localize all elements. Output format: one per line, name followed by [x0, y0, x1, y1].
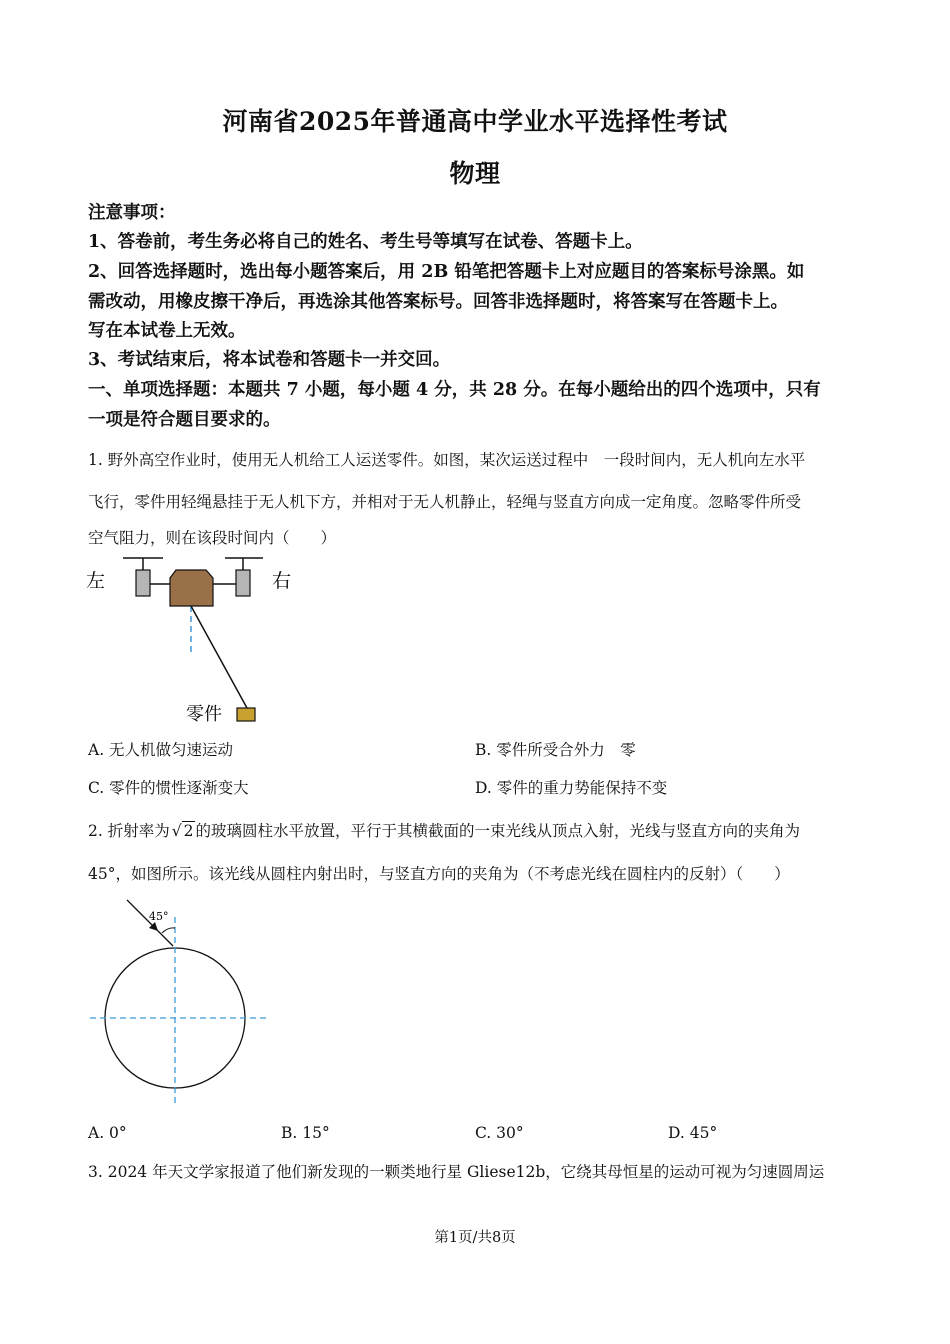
rope	[191, 606, 247, 708]
q2-option-c: C. 30°	[475, 1124, 524, 1142]
sqrt-symbol: √ 2	[171, 822, 194, 840]
left-label: 左	[86, 570, 106, 592]
left-rotor	[136, 570, 150, 596]
right-label: 右	[272, 570, 292, 592]
right-rotor	[236, 570, 250, 596]
q1-option-a: A. 无人机做匀速运动	[88, 741, 234, 759]
q1-text-line: 1. 野外高空作业时，使用无人机给工人运送零件。如图，某次运送过程中 一段时间内，无人机向左水平	[88, 451, 806, 469]
q2-prefix: 2. 折射率为	[88, 822, 170, 840]
q2-text-line	[88, 819, 800, 841]
q1-option-b: B. 零件所受合外力 零	[475, 741, 636, 759]
q3-text-line: 3. 2024 年天文学家报道了他们新发现的一颗类地行星 Gliese12b，它绕其母恒星的运动可视为匀速圆周运	[88, 1163, 825, 1181]
angle-label: 45°	[149, 910, 169, 923]
q1-text-line: 飞行，零件用轻绳悬挂于无人机下方，并相对于无人机静止，轻绳与竖直方向成一定角度。忽略零件所受	[88, 493, 802, 511]
q2-cylinder-figure	[85, 895, 285, 1110]
notes-heading: 注意事项：	[88, 203, 176, 223]
q1-drone-figure	[80, 550, 300, 730]
q1-option-c: C. 零件的惯性逐渐变大	[88, 779, 249, 797]
angle-arc	[162, 928, 175, 933]
note-item: 2、回答选择题时，选出每小题答案后，用 2B 铅笔把答题卡上对应题目的答案标号涂黑。如	[88, 262, 805, 282]
q2-option-d: D. 45°	[668, 1124, 718, 1142]
q1-option-d: D. 零件的重力势能保持不变	[475, 779, 668, 797]
note-item: 1、答卷前，考生务必将自己的姓名、考生号等填写在试卷、答题卡上。	[88, 232, 643, 252]
exam-title: 河南省2025年普通高中学业水平选择性考试	[222, 107, 728, 136]
note-item: 写在本试卷上无效。	[88, 321, 246, 341]
exam-subject: 物理	[449, 159, 501, 188]
q1-text-line: 空气阻力，则在该段时间内（ ）	[88, 529, 337, 547]
incident-ray	[127, 900, 173, 946]
q2-option-b: B. 15°	[281, 1124, 330, 1142]
note-item: 3、考试结束后，将本试卷和答题卡一并交回。	[88, 350, 451, 370]
page-footer: 第1页/共8页	[434, 1230, 516, 1246]
q2-option-a: A. 0°	[88, 1124, 127, 1142]
drone-body	[170, 570, 213, 606]
q2-text-line: 45°，如图所示。该光线从圆柱内射出时，与竖直方向的夹角为（不考虑光线在圆柱内的反射）（ ）	[88, 865, 790, 883]
part-block	[237, 708, 255, 721]
note-item: 需改动，用橡皮擦干净后，再选涂其他答案标号。回答非选择题时，将答案写在答题卡上。	[88, 292, 788, 312]
q2-suffix: 的玻璃圆柱水平放置，平行于其横截面的一束光线从顶点入射，光线与竖直方向的夹角为	[195, 822, 800, 840]
section-heading: 一、单项选择题：本题共 7 小题，每小题 4 分，共 28 分。在每小题给出的四个选项中，只有	[88, 380, 821, 400]
part-label: 零件	[186, 704, 222, 725]
section-heading-cont: 一项是符合题目要求的。	[88, 410, 281, 430]
sqrt-radicand: 2	[183, 822, 194, 840]
